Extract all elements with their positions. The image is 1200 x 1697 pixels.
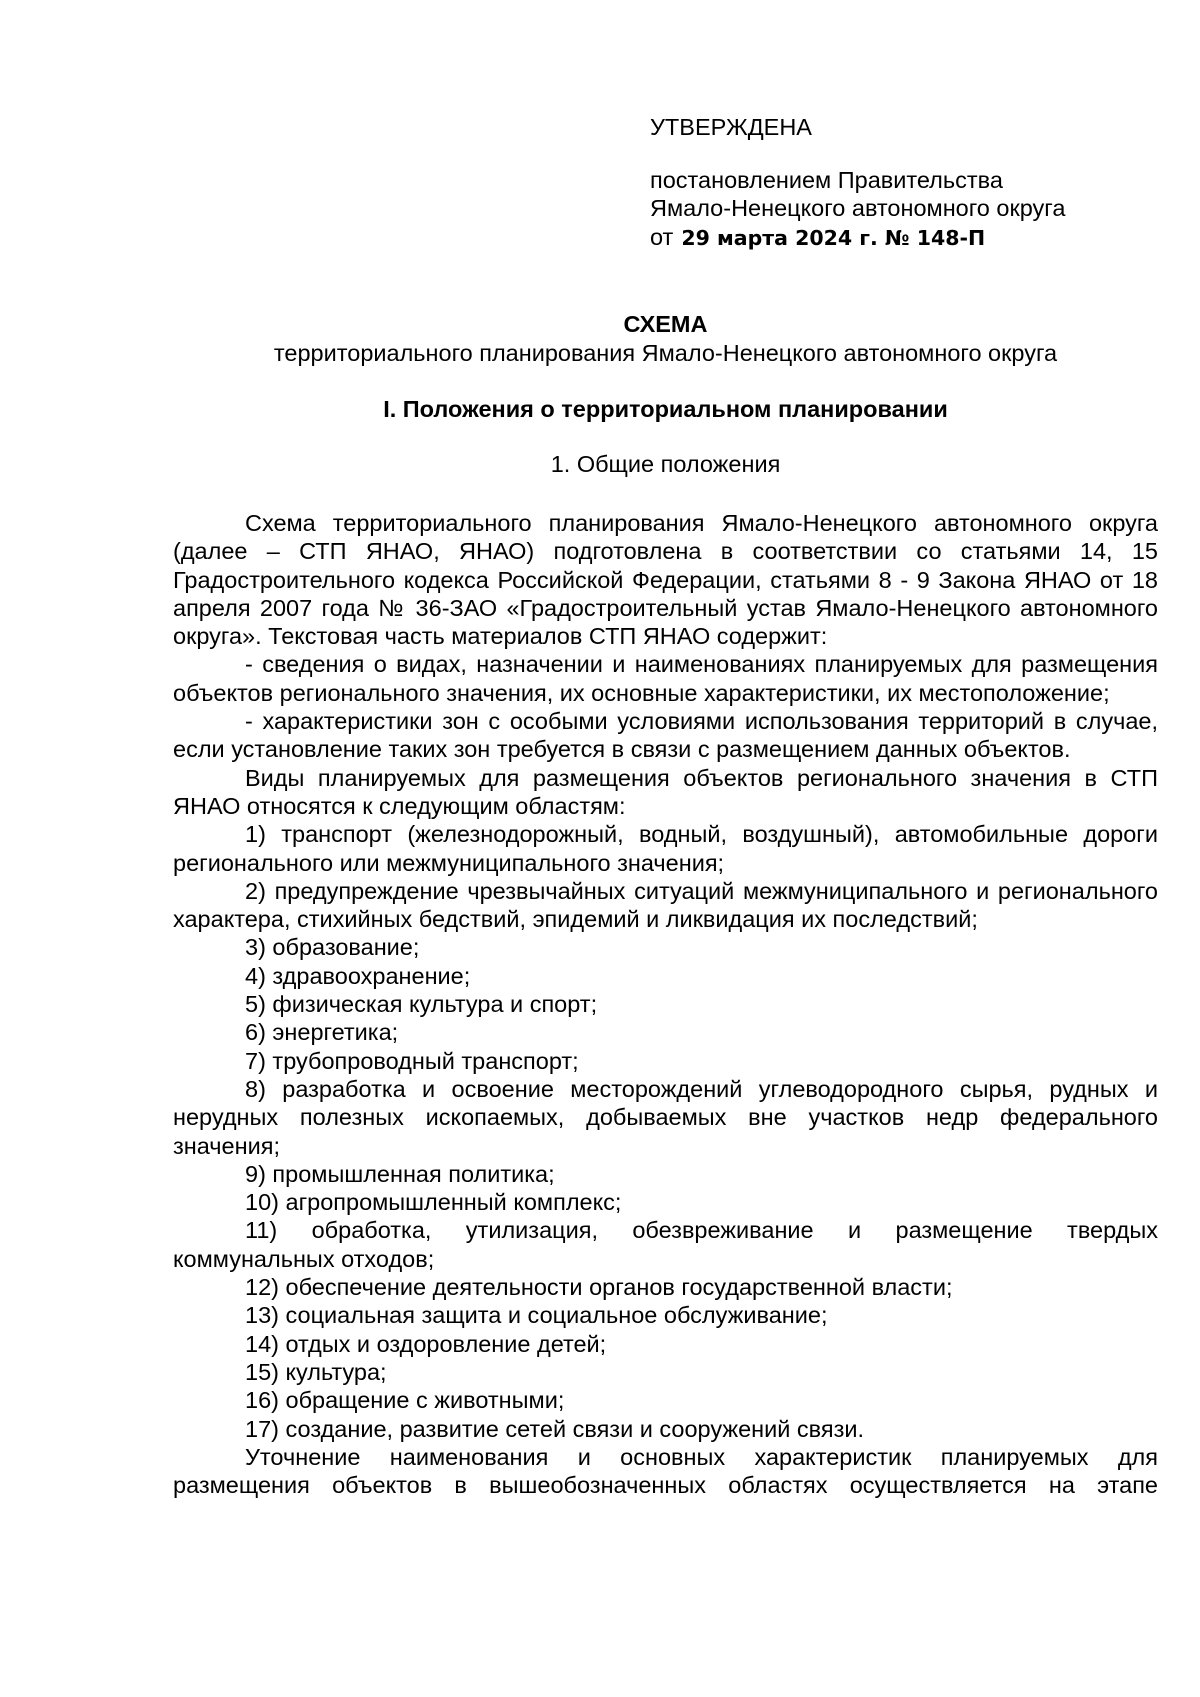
list-item: 14) отдых и оздоровление детей; <box>245 1330 607 1357</box>
approval-block <box>650 113 1130 252</box>
list-item: 2) предупреждение чрезвычайных ситуаций межмуниципального и регионального характера, стихийных бедствий, эпидемий и ликвидация их последствий; <box>173 877 1158 933</box>
list-item: 11) обработка, утилизация, обезвреживание и размещение твердых коммунальных отходов; <box>173 1217 1158 1272</box>
paragraph: Схема территориального планирования Ямало-Ненецкого автономного округа (далее – СТП ЯНАО, ЯНАО) подготовлена в соответствии со статьями 14, 15 Градостроительного кодекса Российской Федерации, статьями 8 - 9 Закона ЯНАО от 18 апреля 2007 года № 36-ЗАО «Градостроительный устав Ямало-Ненецкого автономного округа». Текстовая часть материалов СТП ЯНАО содержит: <box>173 510 1158 650</box>
document-title: СХЕМА <box>623 311 708 337</box>
list-item: 15) культура; <box>245 1358 387 1385</box>
date-prefix: от <box>650 223 674 250</box>
list-item: 9) промышленная политика; <box>245 1160 555 1187</box>
paragraph: - сведения о видах, назначении и наименованиях планируемых для размещения объектов регионального значения, их основные характеристики, их местоположение; <box>173 651 1158 706</box>
list-item: 13) социальная защита и социальное обслуживание; <box>245 1302 828 1329</box>
section-heading: I. Положения о территориальном планировании <box>383 396 948 422</box>
paragraph: - характеристики зон с особыми условиями использования территорий в случае, если установление таких зон требуется в связи с размещением данных объектов. <box>173 708 1158 763</box>
approval-heading: УТВЕРЖДЕНА <box>650 114 812 140</box>
document-body <box>173 509 1158 1499</box>
list-item: 3) образование; <box>245 934 420 961</box>
paragraph: Уточнение наименования и основных характеристик планируемых для размещения объектов в вышеобозначенных областях осуществляется на этапе <box>173 1443 1158 1499</box>
list-item: 8) разработка и освоение месторождений углеводородного сырья, рудных и нерудных полезных ископаемых, добываемых вне участков недр федерального значения; <box>173 1075 1158 1159</box>
document-subtitle: территориального планирования Ямало-Ненецкого автономного округа <box>273 340 1058 366</box>
list-item: 6) энергетика; <box>245 1019 399 1046</box>
approval-date-line <box>650 223 1130 253</box>
paragraph: Виды планируемых для размещения объектов регионального значения в СТП ЯНАО относятся к следующим областям: <box>173 764 1158 819</box>
list-item: 4) здравоохранение; <box>245 962 471 989</box>
list-item: 16) обращение с животными; <box>245 1387 565 1414</box>
list-item: 7) трубопроводный транспорт; <box>245 1047 579 1074</box>
list-item: 12) обеспечение деятельности органов государственной власти; <box>245 1274 953 1301</box>
list-item: 10) агропромышленный комплекс; <box>245 1189 622 1216</box>
approval-date: 29 марта 2024 г. № 148-П <box>681 225 986 250</box>
subsection-heading: 1. Общие положения <box>550 451 781 477</box>
approval-line: Ямало-Ненецкого автономного округа <box>650 195 1066 221</box>
list-item: 1) транспорт (железнодорожный, водный, воздушный), автомобильные дороги регионального или межмуниципального значения; <box>173 821 1158 876</box>
list-item: 5) физическая культура и спорт; <box>245 991 598 1018</box>
approval-line: постановлением Правительства <box>650 166 1003 193</box>
list-item: 17) создание, развитие сетей связи и сооружений связи. <box>245 1415 865 1442</box>
